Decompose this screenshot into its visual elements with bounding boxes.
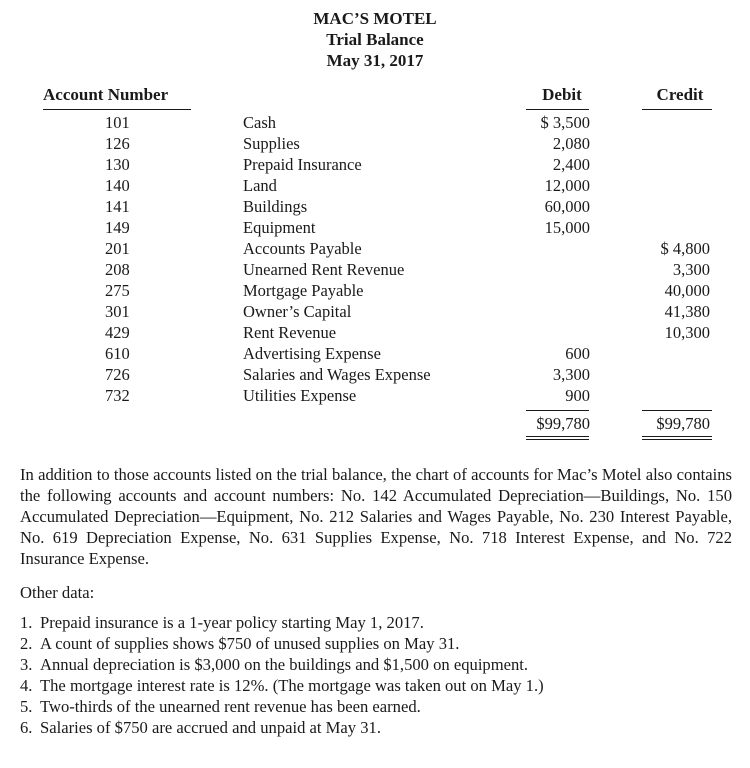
account-number: 201 <box>105 239 130 258</box>
account-name: Supplies <box>243 134 300 153</box>
credit-header-underline <box>642 109 712 110</box>
debit-sum-rule <box>526 410 589 411</box>
debit-amount: 12,000 <box>544 176 590 195</box>
account-name: Utilities Expense <box>243 386 357 405</box>
debit-double-underline-top <box>526 436 589 437</box>
account-number: 726 <box>105 365 130 384</box>
list-item-number: 1. <box>20 613 33 632</box>
trial-balance-rows <box>0 112 750 406</box>
debit-total: $99,780 <box>536 414 590 433</box>
list-item-text: A count of supplies shows $750 of unused supplies on May 31. <box>40 634 460 653</box>
debit-amount: 2,080 <box>552 134 590 153</box>
debit-amount: 900 <box>565 386 590 405</box>
debit-amount: 600 <box>565 344 590 363</box>
list-item-text: Salaries of $750 are accrued and unpaid at May 31. <box>40 718 381 737</box>
credit-sum-rule <box>642 410 712 411</box>
list-item-text: Prepaid insurance is a 1-year policy starting May 1, 2017. <box>40 613 424 632</box>
debit-amount: $ 3,500 <box>540 113 590 132</box>
table-row <box>0 133 750 154</box>
table-row <box>0 217 750 238</box>
table-row <box>0 364 750 385</box>
intro-paragraph: In addition to those accounts listed on the trial balance, the chart of accounts for Mac’s Motel also contains the following accounts and account numbers: No. 142 Accumulated Depreciation—Buildings, No. 150 Accumulated Depreciation—Equipment, No. 212 Salaries and Wages Payable, No. 230 Interest Payable, No. 619 Depreciation Expense, No. 631 Supplies Expense, No. 718 Interest Expense, and No. 722 Insurance Expense. <box>20 465 732 568</box>
credit-double-underline-bottom <box>642 439 712 440</box>
account-header-underline <box>43 109 191 110</box>
list-item <box>20 696 735 717</box>
debit-header: Debit <box>542 85 582 104</box>
table-row <box>0 112 750 133</box>
credit-amount: 3,300 <box>672 260 710 279</box>
list-item-number: 4. <box>20 676 33 695</box>
table-row <box>0 154 750 175</box>
debit-header-underline <box>526 109 589 110</box>
account-name: Advertising Expense <box>243 344 381 363</box>
table-row <box>0 343 750 364</box>
account-number: 301 <box>105 302 130 321</box>
table-row <box>0 196 750 217</box>
table-row <box>0 385 750 406</box>
list-item <box>20 612 735 633</box>
account-name: Salaries and Wages Expense <box>243 365 431 384</box>
other-data-label: Other data: <box>20 583 95 602</box>
list-item <box>20 675 735 696</box>
table-row <box>0 238 750 259</box>
table-row <box>0 322 750 343</box>
table-row <box>0 280 750 301</box>
credit-amount: 10,300 <box>664 323 710 342</box>
account-name: Cash <box>243 113 276 132</box>
account-name: Rent Revenue <box>243 323 337 342</box>
other-data-list <box>20 612 735 738</box>
debit-amount: 15,000 <box>544 218 590 237</box>
account-name: Unearned Rent Revenue <box>243 260 405 279</box>
list-item <box>20 717 735 738</box>
table-row <box>0 175 750 196</box>
list-item-text: Annual depreciation is $3,000 on the buildings and $1,500 on equipment. <box>40 655 529 674</box>
list-item-number: 5. <box>20 697 33 716</box>
debit-amount: 2,400 <box>552 155 590 174</box>
list-item <box>20 633 735 654</box>
account-name: Equipment <box>243 218 316 237</box>
debit-double-underline-bottom <box>526 439 589 440</box>
list-item-text: The mortgage interest rate is 12%. (The mortgage was taken out on May 1.) <box>40 676 544 695</box>
debit-amount: 60,000 <box>544 197 590 216</box>
credit-total: $99,780 <box>656 414 710 433</box>
account-number: 149 <box>105 218 130 237</box>
account-name: Accounts Payable <box>243 239 362 258</box>
account-number: 140 <box>105 176 130 195</box>
account-number: 732 <box>105 386 130 405</box>
account-number: 101 <box>105 113 130 132</box>
account-number: 126 <box>105 134 130 153</box>
company-name: MAC’S MOTEL <box>313 9 437 28</box>
credit-amount: 40,000 <box>664 281 710 300</box>
table-row <box>0 301 750 322</box>
credit-amount: 41,380 <box>664 302 710 321</box>
list-item-number: 3. <box>20 655 33 674</box>
account-number: 208 <box>105 260 130 279</box>
account-name: Land <box>243 176 277 195</box>
account-number: 429 <box>105 323 130 342</box>
statement-title: Trial Balance <box>326 30 424 49</box>
credit-amount: $ 4,800 <box>660 239 710 258</box>
statement-date: May 31, 2017 <box>326 51 424 70</box>
credit-header: Credit <box>656 85 704 104</box>
account-number-header: Account Number <box>43 85 169 104</box>
statement-heading <box>0 8 750 71</box>
credit-double-underline-top <box>642 436 712 437</box>
account-number: 141 <box>105 197 130 216</box>
account-name: Buildings <box>243 197 308 216</box>
list-item-number: 2. <box>20 634 33 653</box>
list-item-text: Two-thirds of the unearned rent revenue has been earned. <box>40 697 421 716</box>
debit-amount: 3,300 <box>552 365 590 384</box>
account-number: 610 <box>105 344 130 363</box>
account-number: 130 <box>105 155 130 174</box>
account-name: Prepaid Insurance <box>243 155 362 174</box>
list-item <box>20 654 735 675</box>
account-number: 275 <box>105 281 130 300</box>
table-row <box>0 259 750 280</box>
list-item-number: 6. <box>20 718 33 737</box>
account-name: Owner’s Capital <box>243 302 352 321</box>
account-name: Mortgage Payable <box>243 281 364 300</box>
